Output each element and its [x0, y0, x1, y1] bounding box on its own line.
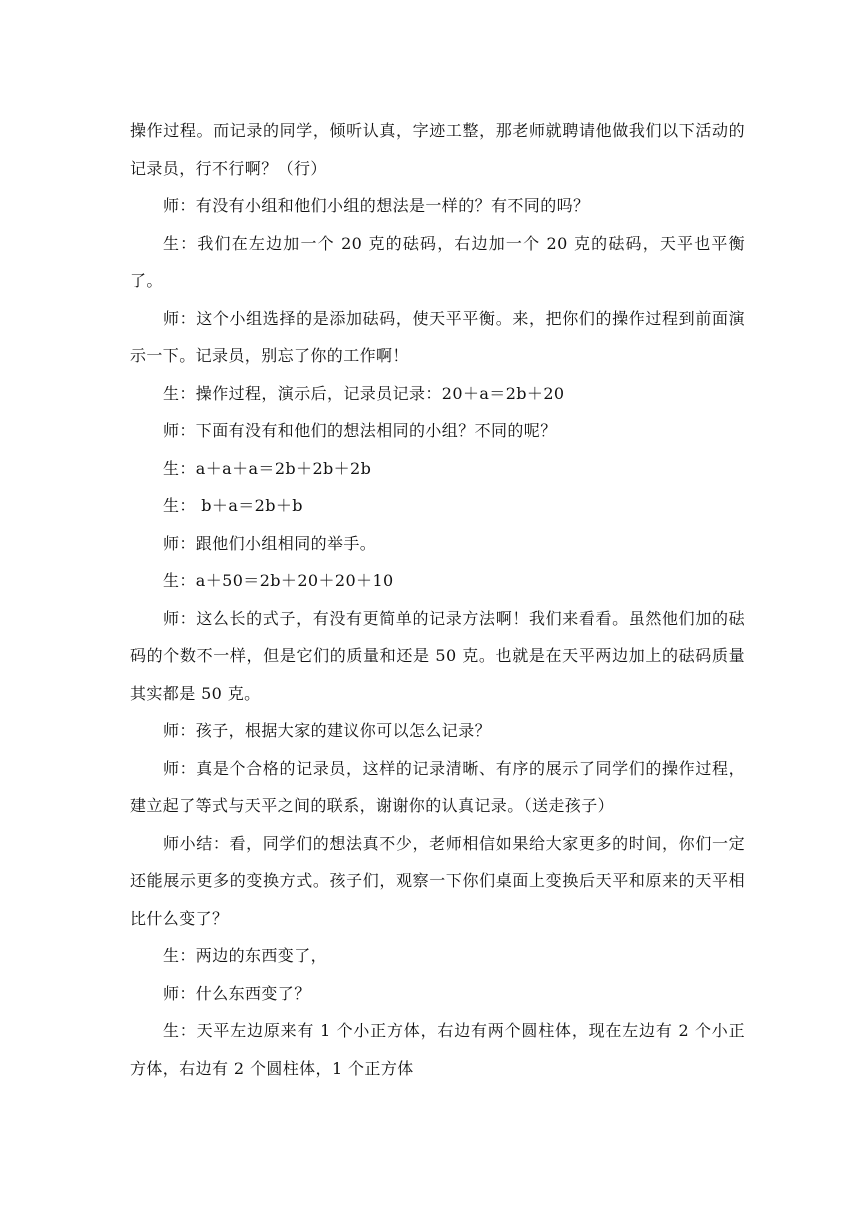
paragraph: 操作过程。而记录的同学，倾听认真，字迹工整，那老师就聘请他做我们以下活动的记录员，行不行啊？（行） [130, 121, 745, 178]
paragraph: 师小结：看，同学们的想法真不少，老师相信如果给大家更多的时间，你们一定还能展示更多的变换方式。孩子们，观察一下你们桌面上变换后天平和原来的天平相比什么变了？ [130, 833, 745, 928]
paragraph: 生：a＋a＋a＝2b＋2b＋2b [163, 458, 372, 478]
paragraph: 生：两边的东西变了， [163, 946, 328, 965]
body-text [130, 112, 745, 1087]
paragraph: 师：什么东西变了？ [163, 983, 311, 1003]
paragraph: 师：这么长的式子，有没有更简单的记录方法啊！我们来看看。虽然他们加的砝码的个数不一样，但是它们的质量和还是 50 克。也就是在天平两边加上的砝码质量其实都是 50 克。 [130, 608, 745, 703]
paragraph: 师：真是个合格的记录员，这样的记录清晰、有序的展示了同学们的操作过程，建立起了等式与天平之间的联系，谢谢你的认真记录。（送走孩子） [130, 758, 745, 815]
paragraph: 生：我们在左边加一个 20 克的砝码，右边加一个 20 克的砝码，天平也平衡了。 [130, 233, 745, 290]
paragraph: 生：a＋50＝2b＋20＋20＋10 [163, 571, 394, 590]
paragraph: 生： b＋a＝2b＋b [163, 496, 303, 515]
paragraph: 师：这个小组选择的是添加砝码，使天平平衡。来，把你们的操作过程到前面演示一下。记录员，别忘了你的工作啊！ [130, 308, 745, 365]
paragraph: 师：下面有没有和他们的想法相同的小组？不同的呢？ [163, 421, 557, 440]
paragraph: 师：跟他们小组相同的举手。 [163, 533, 377, 553]
paragraph: 师：有没有小组和他们小组的想法是一样的？有不同的吗？ [163, 196, 590, 215]
paragraph: 师：孩子，根据大家的建议你可以怎么记录？ [163, 721, 492, 740]
paragraph: 生：天平左边原来有 1 个小正方体，右边有两个圆柱体，现在左边有 2 个小正方体，右边有 2 个圆柱体，1 个正方体 [130, 1021, 745, 1078]
paragraph: 生：操作过程，演示后，记录员记录：20＋a＝2b＋20 [163, 383, 565, 403]
